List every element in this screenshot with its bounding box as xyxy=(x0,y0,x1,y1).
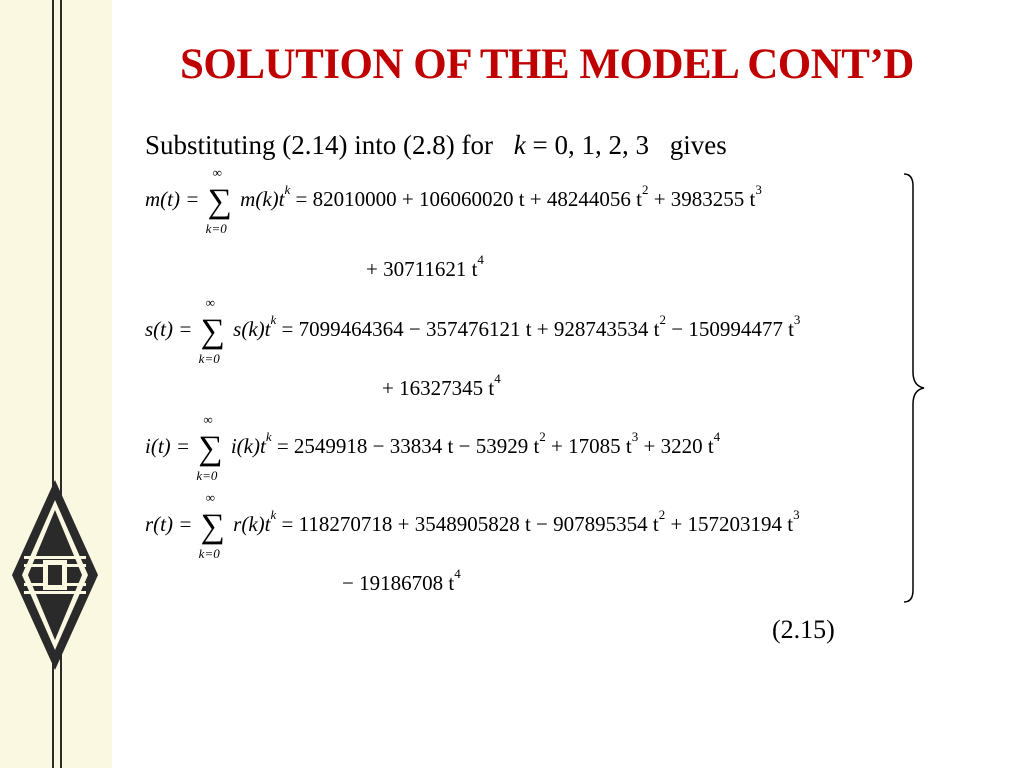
equation-number: (2.15) xyxy=(772,615,835,644)
equation-r: r(t) = ∑ ∞ k=0 $r(k)t^k = 118270718 + 3548905828$ t − 907895354 $t^2 + 157203194$ $t^3$ xyxy=(145,490,800,561)
diamond-ornament-icon xyxy=(10,480,100,670)
lhs: r(t) = xyxy=(145,512,193,536)
k-variable: k xyxy=(513,130,526,160)
summation-symbol: ∑ ∞ k=0 xyxy=(205,165,232,236)
equation-r-continued: − 19186708 $t^4$ xyxy=(342,566,461,595)
intro-line xyxy=(145,130,727,161)
lhs: s(t) = xyxy=(145,317,193,341)
k-values: 0, 1, 2, 3 xyxy=(554,130,649,160)
summation-symbol: ∑ ∞ k=0 xyxy=(198,295,225,366)
expansion: = 82010000 + 106060020 t + 48244056 t xyxy=(295,187,642,211)
equation-s: s(t) = ∑ ∞ k=0 $s(k)t^k = 7099464364 - 357476121$ t + 928743534 $t^2 - 150994477$ $t^3$ xyxy=(145,295,801,366)
decorative-sidebar xyxy=(0,0,112,768)
series-term: s(k)t xyxy=(233,317,271,341)
series-term: i(k)t xyxy=(230,434,266,458)
series-term: r(k)t xyxy=(233,512,271,536)
intro-text: Substituting (2.14) into (2.8) for xyxy=(145,130,493,160)
right-brace-icon xyxy=(900,172,930,604)
expansion: = 118270718 + 3548905828 t − 907895354 t xyxy=(281,512,659,536)
lhs: m(t) = xyxy=(145,187,200,211)
lhs: i(t) = xyxy=(145,434,191,458)
series-term: m(k)t xyxy=(240,187,285,211)
equation-m-continued: + 30711621 $t^4$ xyxy=(366,252,484,281)
equation-i: i(t) = ∑ ∞ k=0 $i(k)t^k = 2549918 - 33834$ t − 53929 $t^2 + 17085$ $t^3 + 3220$ $t^4$ xyxy=(145,412,721,483)
equals-sign: = xyxy=(532,130,548,160)
expansion: = 7099464364 − 357476121 t + 928743534 t xyxy=(281,317,660,341)
expansion: = 2549918 − 33834 t − 53929 t xyxy=(276,434,540,458)
equation-s-continued: + 16327345 $t^4$ xyxy=(382,371,501,400)
equation-m: m(t) = ∑ ∞ k=0 $m(k)t^k = 82010000 + 106060020$ t + 48244056 $t^2 + 3983255$ $t^3$ xyxy=(145,165,762,236)
summation-symbol: ∑ ∞ k=0 xyxy=(196,412,223,483)
summation-symbol: ∑ ∞ k=0 xyxy=(198,490,225,561)
intro-text-end: gives xyxy=(669,130,727,160)
slide-title: SOLUTION OF THE MODEL CONT’D xyxy=(180,41,914,88)
